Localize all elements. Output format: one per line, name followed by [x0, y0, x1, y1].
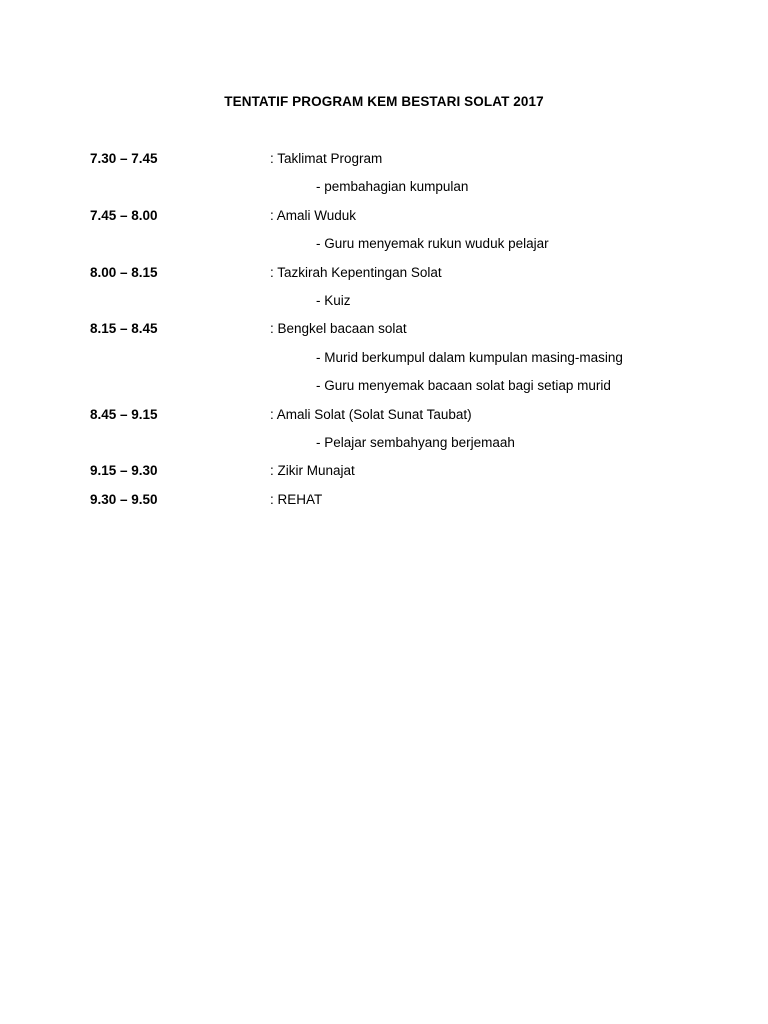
- document-title: TENTATIF PROGRAM KEM BESTARI SOLAT 2017: [224, 94, 544, 109]
- time-slot: 8.00 – 8.15: [90, 264, 158, 280]
- schedule-row: [0, 406, 768, 434]
- schedule-row: [0, 320, 768, 348]
- schedule-row: [0, 264, 768, 292]
- time-slot: 8.45 – 9.15: [90, 406, 158, 422]
- time-slot: 9.30 – 9.50: [90, 491, 158, 507]
- schedule-list: [0, 150, 768, 519]
- activity-detail: - pembahagian kumpulan: [316, 179, 469, 195]
- schedule-detail-row: [0, 377, 768, 405]
- activity-detail: - Guru menyemak rukun wuduk pelajar: [316, 236, 549, 252]
- activity-detail: - Kuiz: [316, 292, 351, 308]
- activity-label: : Tazkirah Kepentingan Solat: [270, 264, 442, 280]
- schedule-row: [0, 491, 768, 519]
- activity-label: : REHAT: [270, 491, 323, 507]
- activity-label: : Amali Solat (Solat Sunat Taubat): [270, 406, 472, 422]
- schedule-row: [0, 462, 768, 490]
- schedule-detail-row: [0, 349, 768, 377]
- schedule-row: [0, 150, 768, 178]
- time-slot: 8.15 – 8.45: [90, 321, 158, 337]
- schedule-row: [0, 207, 768, 235]
- activity-detail: - Guru menyemak bacaan solat bagi setiap murid: [316, 378, 611, 394]
- activity-label: : Taklimat Program: [270, 151, 383, 166]
- activity-label: : Bengkel bacaan solat: [270, 321, 407, 337]
- schedule-detail-row: [0, 434, 768, 462]
- activity-label: : Amali Wuduk: [270, 207, 357, 223]
- activity-detail: - Murid berkumpul dalam kumpulan masing-masing: [316, 349, 623, 365]
- schedule-detail-row: [0, 235, 768, 263]
- time-slot: 7.30 – 7.45: [90, 151, 158, 166]
- activity-label: : Zikir Munajat: [270, 463, 355, 479]
- time-slot: 9.15 – 9.30: [90, 463, 158, 479]
- activity-detail: - Pelajar sembahyang berjemaah: [316, 434, 515, 450]
- schedule-detail-row: [0, 178, 768, 206]
- time-slot: 7.45 – 8.00: [90, 207, 158, 223]
- schedule-detail-row: [0, 292, 768, 320]
